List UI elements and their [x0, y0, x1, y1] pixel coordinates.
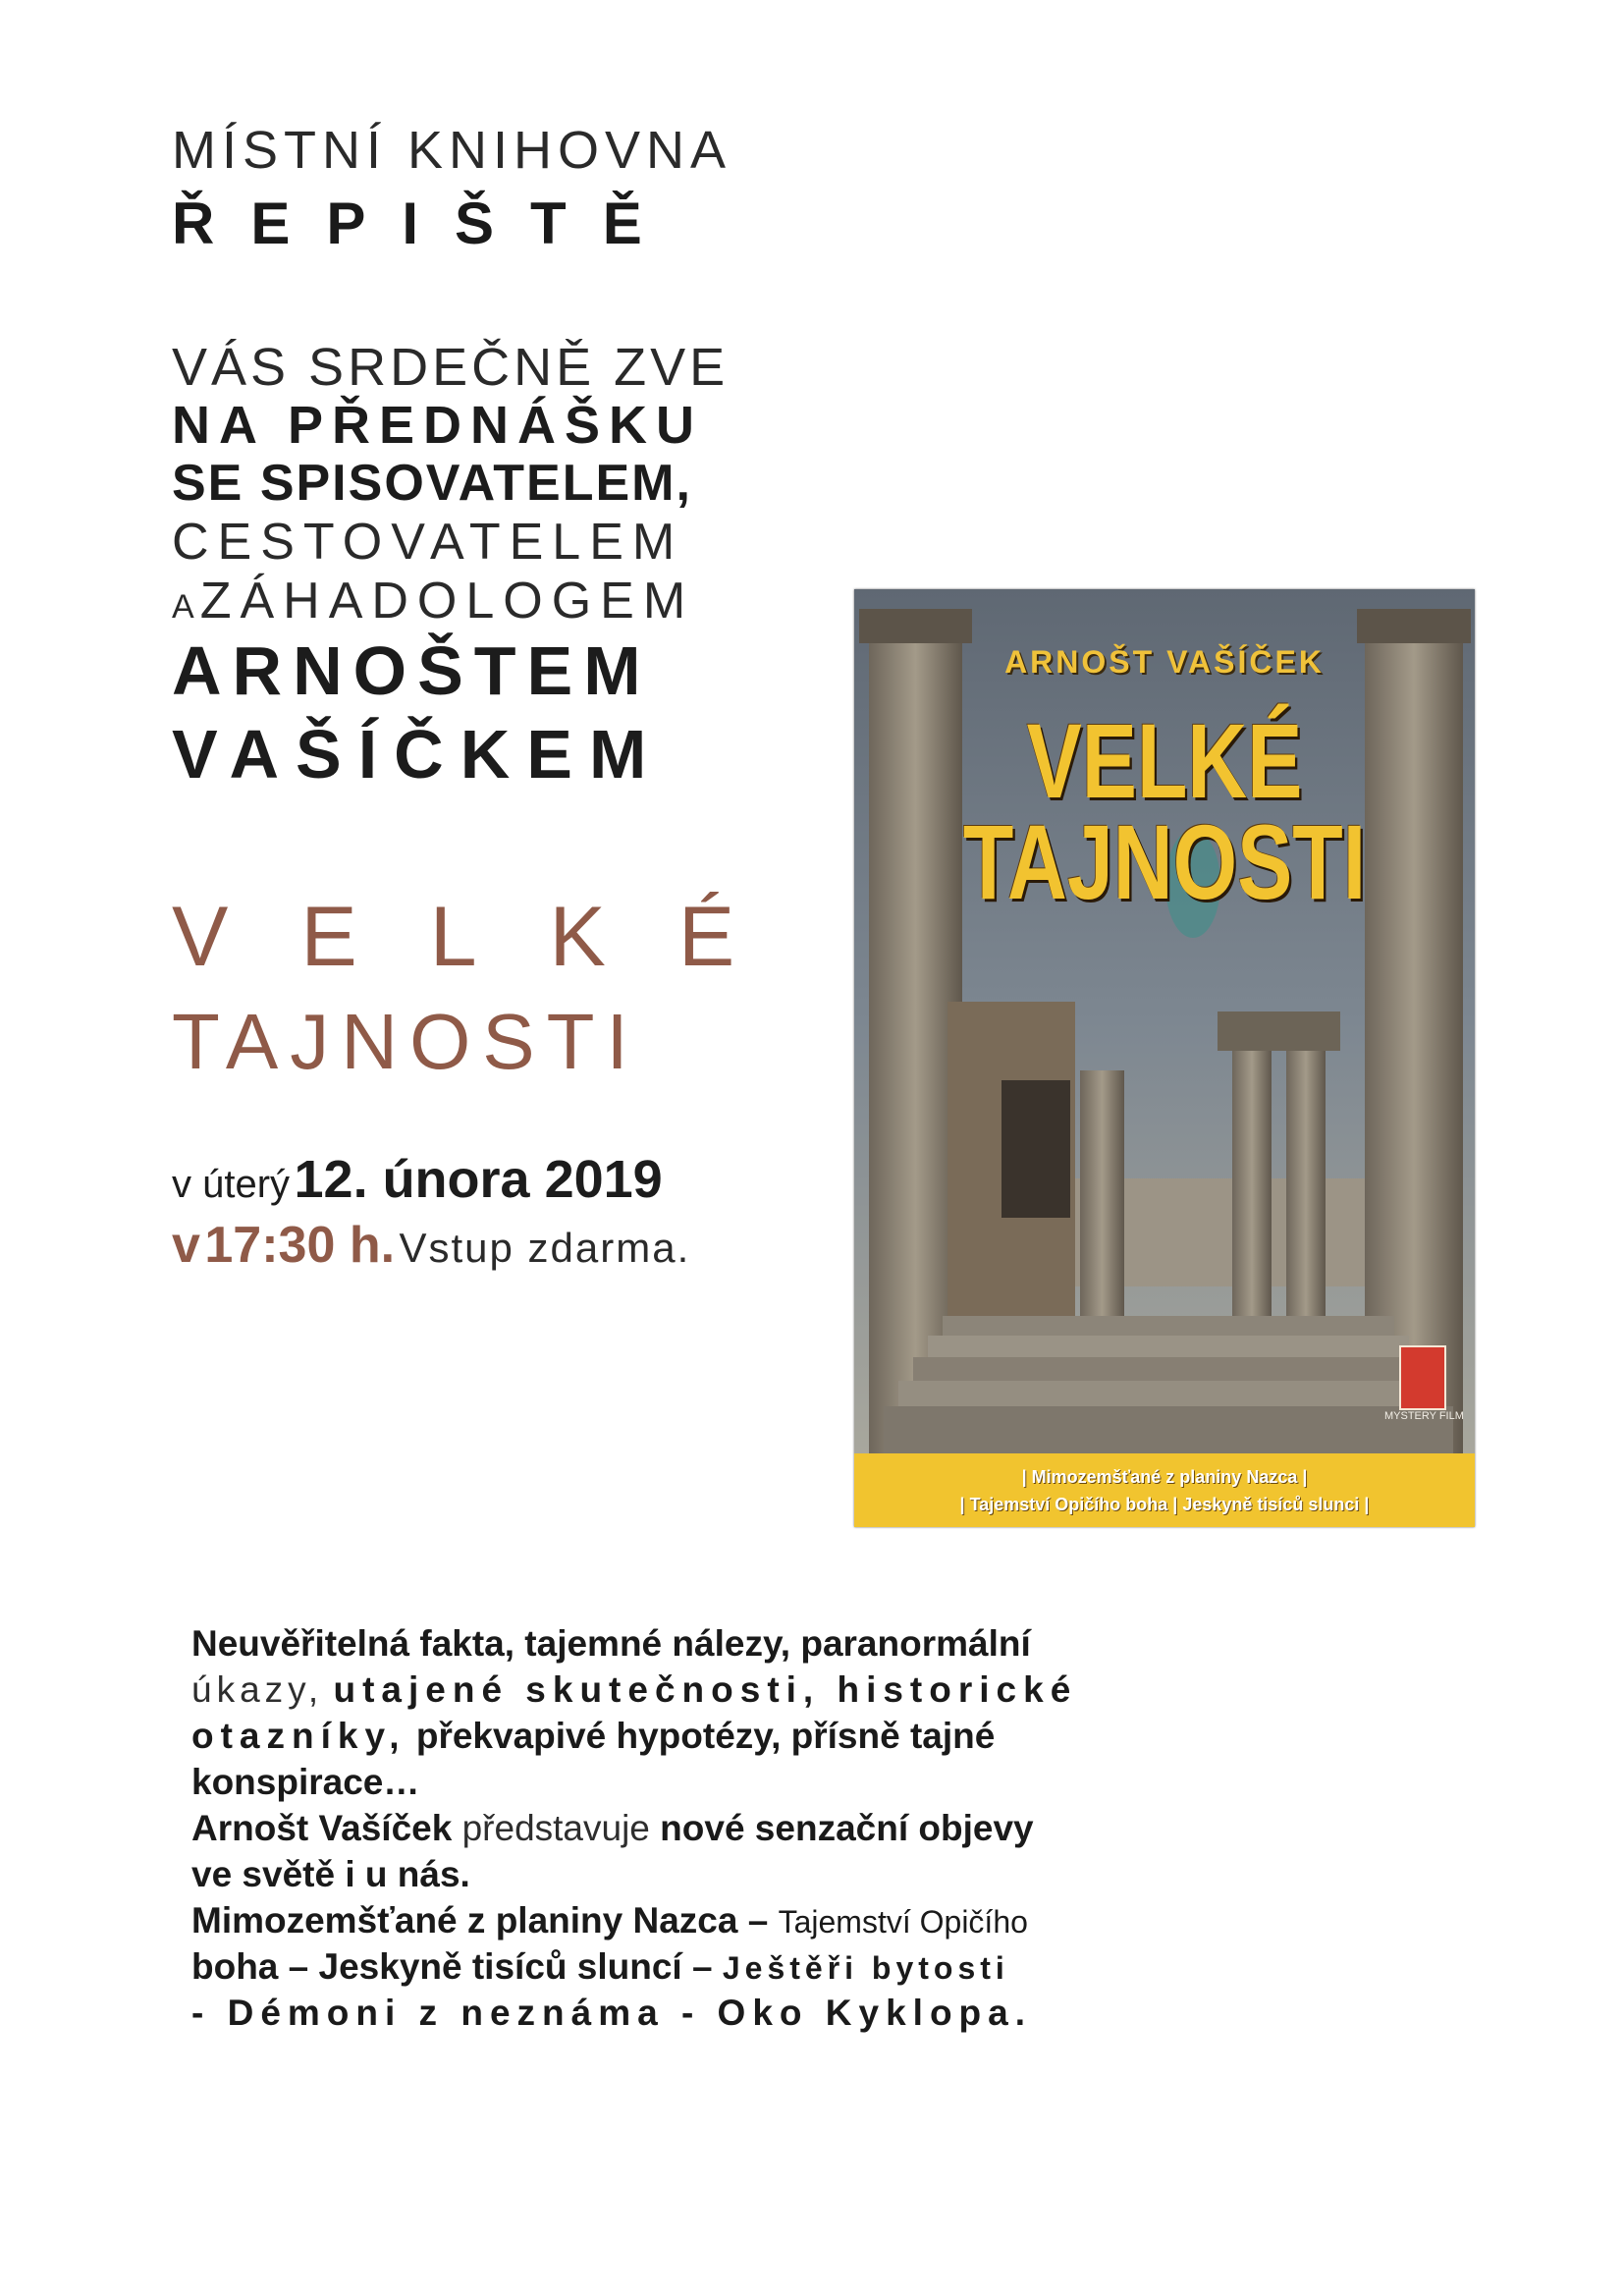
description-line: [191, 1759, 1173, 1805]
description-text: boha – Jeskyně tisíců sluncí –: [191, 1946, 713, 1987]
description-text: Mimozemšťané z planiny Nazca –: [191, 1900, 769, 1941]
description-text: Arnošt Vašíček: [191, 1808, 453, 1848]
description-text: - Démoni z neznáma - Oko Kyklopa.: [191, 1993, 1033, 2033]
description-text: konspirace…: [191, 1762, 420, 1802]
publisher-logo-text: MYSTERY FILM: [1384, 1410, 1464, 1422]
lecture-title-line-1: VELKÉ: [172, 890, 808, 984]
description-text: úkazy,: [191, 1669, 324, 1710]
invitation-line-4: CESTOVATELEM: [172, 514, 684, 571]
event-time-value: 17:30 h.: [204, 1217, 396, 1274]
description-text: překvapivé hypotézy, přísně tajné: [415, 1716, 996, 1756]
description-text: utajené skutečnosti, historické: [333, 1669, 1078, 1710]
invitation-line-3: SE SPISOVATELEM,: [172, 455, 692, 512]
description-text: otazníky,: [191, 1716, 406, 1756]
description-text: Ještěři bytosti: [722, 1950, 1009, 1986]
description-line: [191, 1851, 1173, 1897]
description-text: Tajemství Opičího: [778, 1904, 1028, 1940]
event-date: [172, 1149, 663, 1210]
description: [191, 1620, 1173, 2036]
invitation-conjunction: A: [172, 588, 200, 626]
description-text: nové senzační objevy: [660, 1808, 1034, 1848]
description-line: [191, 1713, 1173, 1759]
invitation-role: ZÁHADOLOGEM: [199, 573, 695, 629]
library-name: MÍSTNÍ KNIHOVNA: [172, 121, 732, 180]
author-name-line-1: ARNOŠTEM: [172, 632, 652, 709]
event-day: v úterý: [172, 1163, 291, 1206]
author-name-line-2: VAŠÍČKEM: [172, 716, 664, 793]
description-text: Neuvěřitelná fakta, tajemné nálezy, paranormální: [191, 1623, 1031, 1664]
cover-band-line-2: | Tajemství Opičího boha | Jeskyně tisíců slunci |: [959, 1495, 1370, 1514]
publisher-logo-icon: [1399, 1345, 1446, 1410]
cover-band: [854, 1453, 1475, 1527]
cover-title-line-2: TAJNOSTI: [962, 802, 1367, 921]
description-line: [191, 1990, 1173, 2036]
library-town: ŘEPIŠTĚ: [172, 191, 678, 256]
cover-band-line-1: | Mimozemšťané z planiny Nazca |: [1021, 1467, 1308, 1487]
event-admission: Vstup zdarma.: [399, 1225, 691, 1271]
lecture-title-line-2: TAJNOSTI: [172, 998, 640, 1085]
invitation-line-5: [172, 572, 694, 630]
description-text: ve světě i u nás.: [191, 1854, 470, 1894]
event-date-value: 12. února 2019: [294, 1150, 663, 1209]
description-line: [191, 1943, 1173, 1990]
event-time-prefix: v: [172, 1217, 200, 1274]
invitation-line-2: NA PŘEDNÁŠKU: [172, 396, 704, 455]
event-time: [172, 1216, 690, 1275]
book-cover: [854, 589, 1475, 1527]
description-line: [191, 1897, 1173, 1943]
description-line: [191, 1805, 1173, 1851]
invitation-line-1: VÁS SRDEČNĚ ZVE: [172, 338, 730, 397]
description-text: představuje: [461, 1808, 650, 1848]
cover-author: ARNOŠT VAŠÍČEK: [1004, 644, 1325, 680]
description-line: [191, 1620, 1173, 1667]
cover-title-line-1: VELKÉ: [1026, 701, 1303, 820]
description-line: [191, 1667, 1173, 1713]
